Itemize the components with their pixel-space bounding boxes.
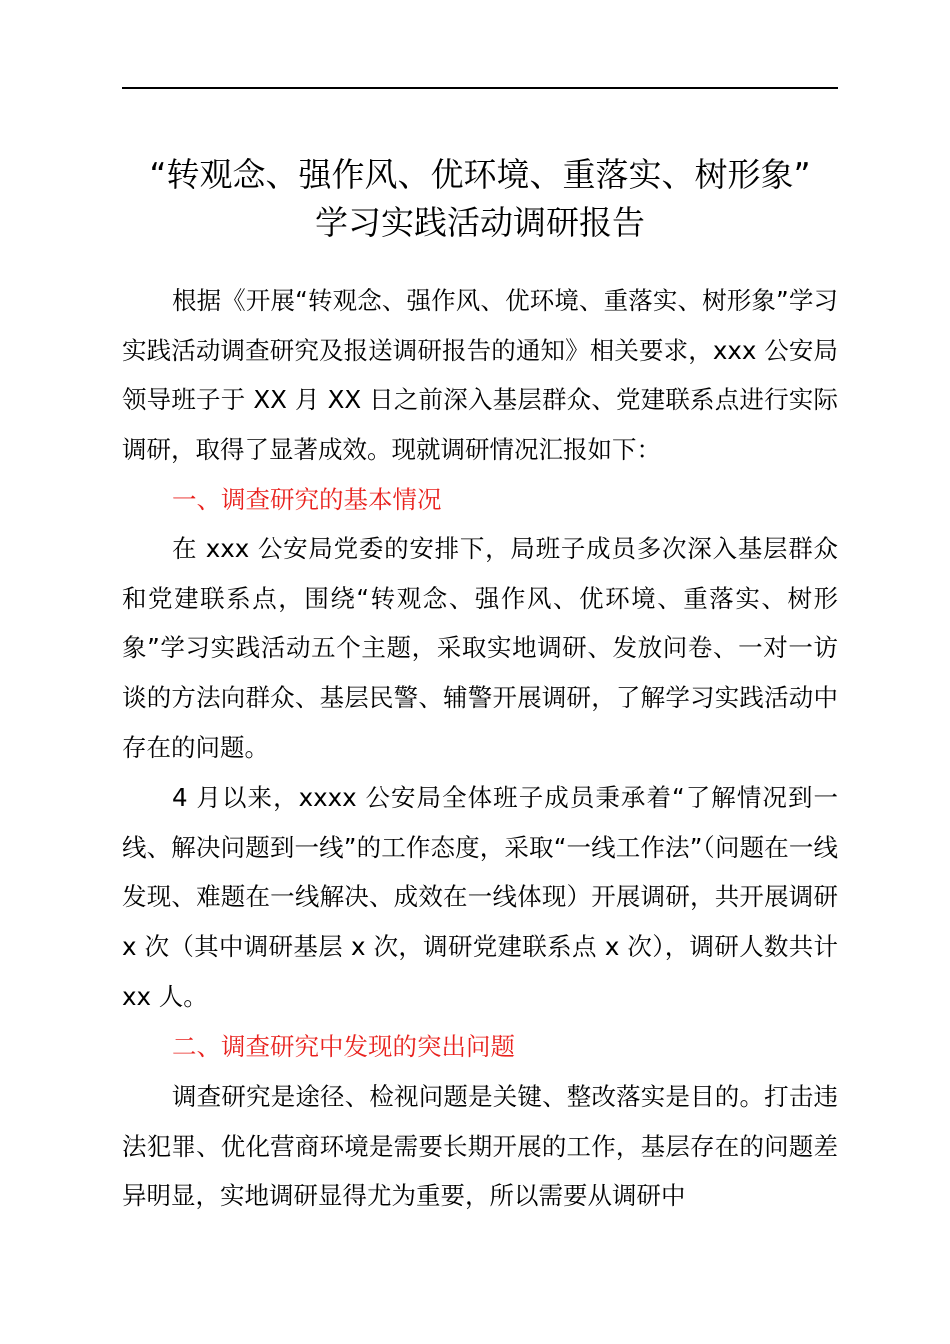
paragraph-since-april: 4 月以来，xxxx 公安局全体班子成员秉承着“了解情况到一线、解决问题到一线”的工作态度，采取“一线工作法”（问题在一线发现、难题在一线解决、成效在一线体现）开展调研，共开展调研 x 次（其中调研基层 x 次，调研党建联系点 x 次），调研人数共计 xx 人。 — [122, 783, 838, 1011]
paragraph-intro: 根据《开展“转观念、强作风、优环境、重落实、树形象”学习实践活动调查研究及报送调研报告的通知》相关要求，xxx 公安局领导班子于 XX 月 XX 日之前深入基层群众、党建联系点进行实际调研，取得了显著成效。现就调研情况汇报如下： — [122, 286, 838, 465]
paragraph-basic-situation: 在 xxx 公安局党委的安排下，局班子成员多次深入基层群众和党建联系点，围绕“转观念、强作风、优环境、重落实、树形象”学习实践活动五个主题，采取实地调研、发放问卷、一对一访谈的方法向群众、基层民警、辅警开展调研，了解学习实践活动中存在的问题。 — [122, 534, 838, 762]
document-title-line-2: 学习实践活动调研报告 — [315, 203, 645, 242]
section-heading-1: 一、调查研究的基本情况 — [172, 485, 442, 514]
header-rule — [122, 87, 838, 89]
section-heading-2: 二、调查研究中发现的突出问题 — [172, 1032, 515, 1061]
document-title-line-1: “转观念、强作风、优环境、重落实、树形象” — [149, 155, 811, 194]
paragraph-problems-intro: 调查研究是途径、检视问题是关键、整改落实是目的。打击违法犯罪、优化营商环境是需要长期开展的工作，基层存在的问题差异明显，实地调研显得尤为重要，所以需要从调研中 — [122, 1082, 838, 1211]
